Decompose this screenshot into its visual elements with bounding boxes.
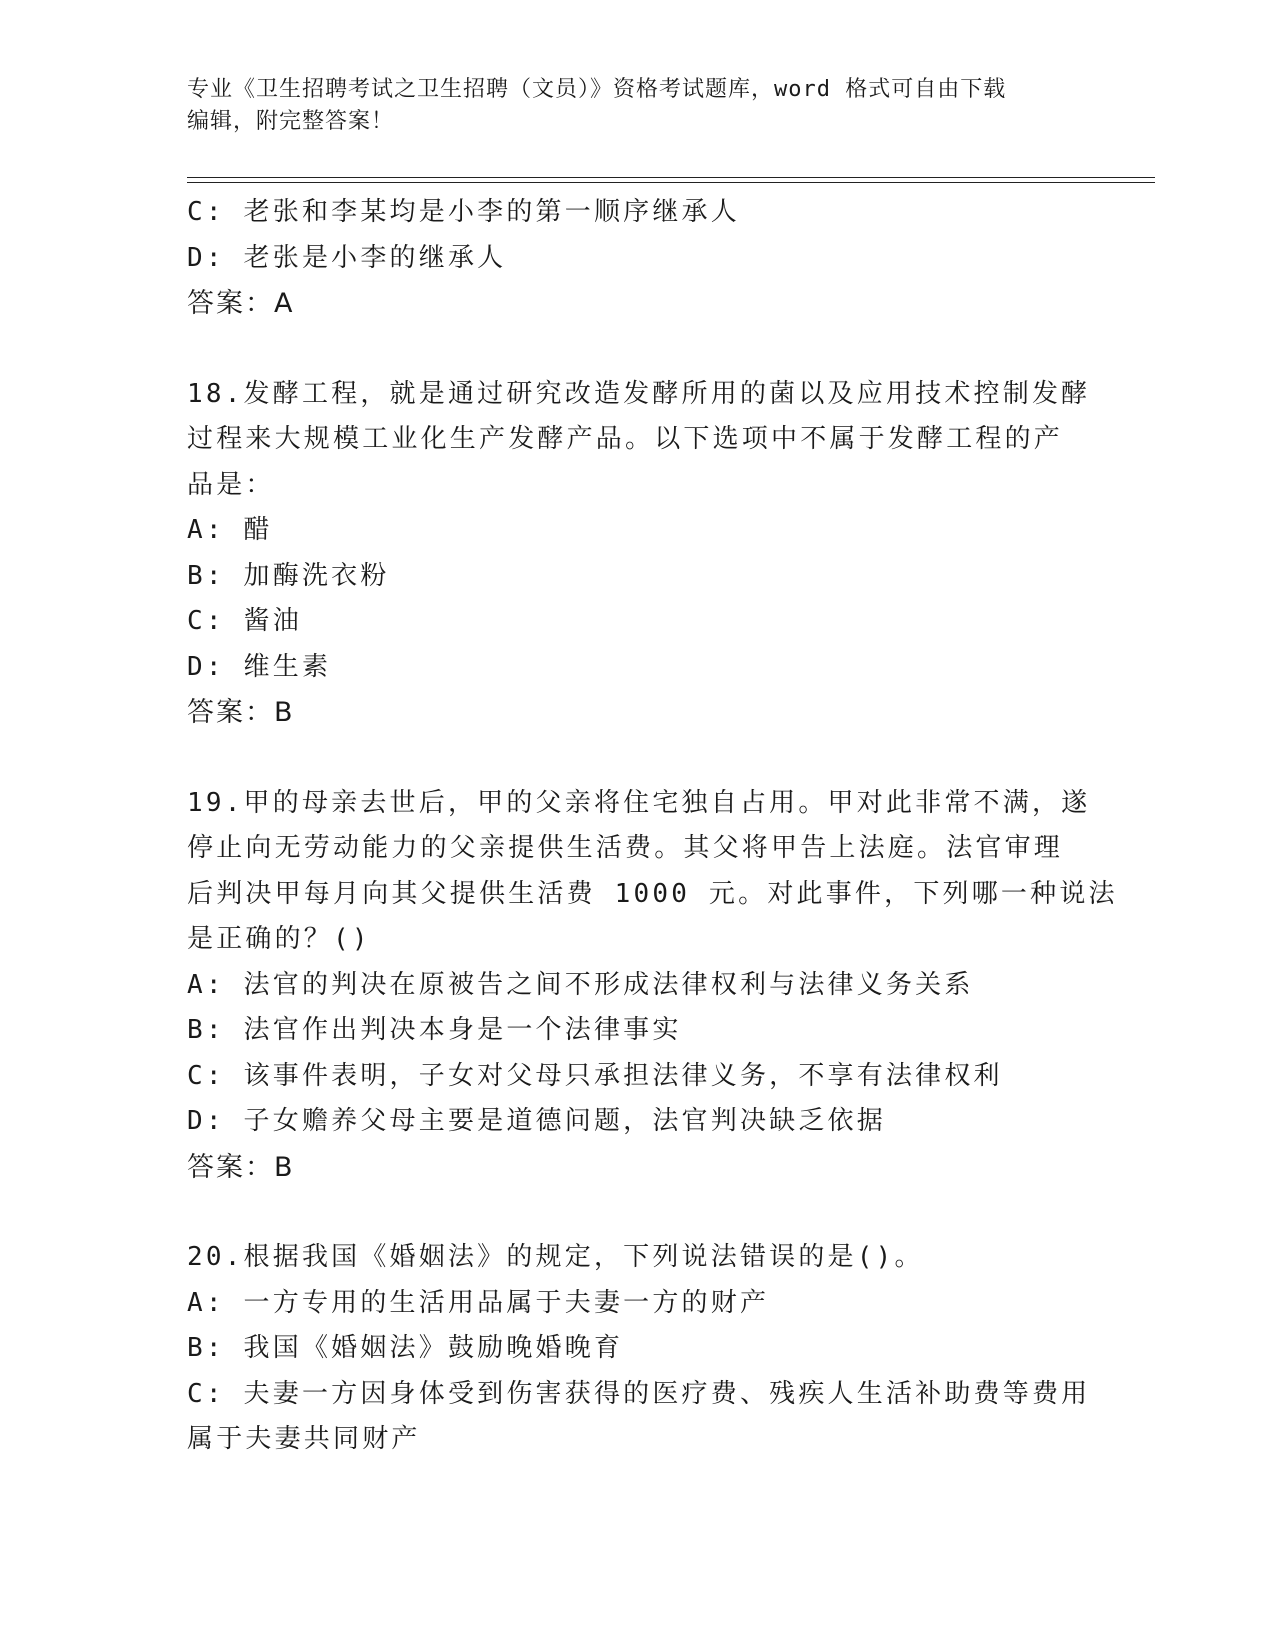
spacer <box>187 1190 1087 1235</box>
header-line-2: 编辑，附完整答案！ <box>187 109 395 134</box>
spacer <box>187 736 1087 781</box>
option-d: D: 老张是小李的继承人 <box>187 242 507 273</box>
question-stem-line: 是正确的？() <box>187 924 371 954</box>
question-stem-line: 过程来大规模工业化生产发酵产品。以下选项中不属于发酵工程的产 <box>187 424 1064 454</box>
option-d: D: 维生素 <box>187 651 332 682</box>
option-a: A: 一方专用的生活用品属于夫妻一方的财产 <box>187 1287 770 1318</box>
question-stem-line: 20.根据我国《婚姻法》的规定，下列说法错误的是()。 <box>187 1242 924 1272</box>
option-c: C: 该事件表明，子女对父母只承担法律义务，不享有法律权利 <box>187 1060 1003 1091</box>
question-stem-line: 19.甲的母亲去世后，甲的父亲将住宅独自占用。甲对此非常不满，遂 <box>187 787 1091 818</box>
question-stem-line: 后判决甲每月向其父提供生活费 1000 元。对此事件，下列哪一种说法 <box>187 878 1118 909</box>
option-c: C: 老张和李某均是小李的第一顺序继承人 <box>187 197 740 227</box>
option-d: D: 子女赡养父母主要是道德问题，法官判决缺乏依据 <box>187 1106 886 1136</box>
question-stem-line: 18.发酵工程，就是通过研究改造发酵所用的菌以及应用技术控制发酵 <box>187 378 1091 409</box>
answer-label: 答案：A <box>187 288 295 319</box>
question-17-tail <box>187 190 1087 327</box>
question-18 <box>187 372 1091 736</box>
question-stem-line: 停止向无劳动能力的父亲提供生活费。其父将甲告上法庭。法官审理 <box>187 833 1064 863</box>
header-divider-top <box>187 177 1155 178</box>
option-b: B: 加酶洗衣粉 <box>187 560 390 591</box>
answer-label: 答案：B <box>187 1151 295 1183</box>
question-20 <box>187 1235 1091 1463</box>
spacer <box>187 327 1087 372</box>
question-stem-line: 品是： <box>187 469 275 500</box>
answer-label: 答案：B <box>187 697 295 728</box>
question-list <box>187 190 1118 1463</box>
option-c-continued: 属于夫妻共同财产 <box>187 1424 421 1454</box>
option-b: B: 法官作出判决本身是一个法律事实 <box>187 1015 682 1045</box>
option-a: A: 法官的判决在原被告之间不形成法律权利与法律义务关系 <box>187 969 974 1000</box>
question-19 <box>187 781 1118 1191</box>
option-c: C: 酱油 <box>187 606 302 636</box>
option-a: A: 醋 <box>187 515 273 545</box>
option-c: C: 夫妻一方因身体受到伤害获得的医疗费、残疾人生活补助费等费用 <box>187 1378 1091 1409</box>
header-divider-bottom <box>187 182 1155 183</box>
option-b: B: 我国《婚姻法》鼓励晚婚晚育 <box>187 1333 624 1363</box>
header-line-1: 专业《卫生招聘考试之卫生招聘（文员）》资格考试题库，word 格式可自由下载 <box>187 77 1007 102</box>
document-header <box>187 74 1067 138</box>
